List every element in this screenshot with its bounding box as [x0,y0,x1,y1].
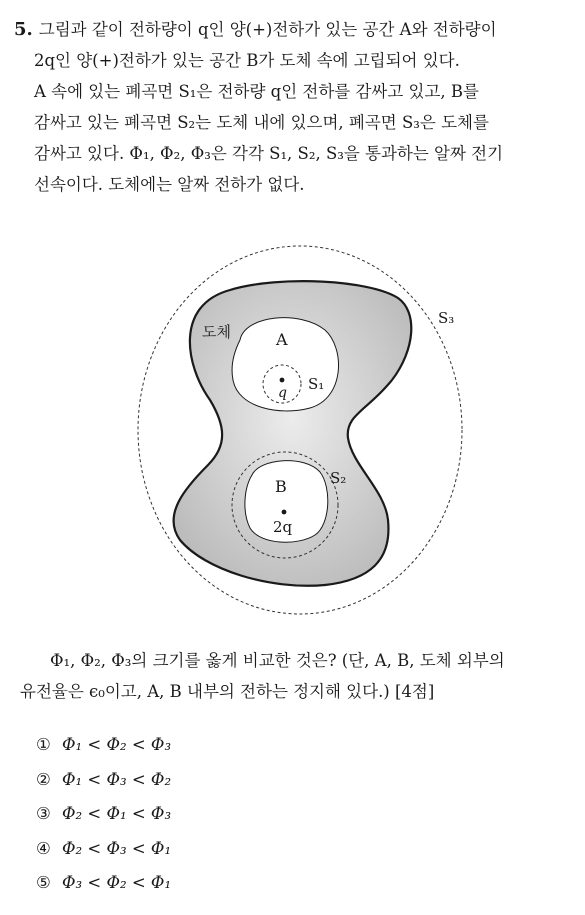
choice-2-mark: ② [36,769,51,789]
problem-line-6: 선속이다. 도체에는 알짜 전하가 없다. [34,175,305,194]
choice-3-mark: ③ [36,804,51,823]
choice-4-mark: ④ [36,838,51,858]
problem-line-1: 5. 그림과 같이 전하량이 q인 양(+)전하가 있는 공간 A와 전하량이 [14,19,497,40]
s2-label: S₂ [330,469,347,487]
choice-3[interactable] [36,797,171,832]
answer-choices [36,728,171,901]
conductor-figure [130,240,470,630]
choice-4[interactable] [36,832,171,867]
question-line-2: 유전율은 ϵ₀이고, A, B 내부의 전하는 정지해 있다.) [4점] [20,682,435,701]
question-statement [20,645,575,707]
s3-label: S₃ [438,309,455,327]
choice-2-text: Φ₁ < Φ₃ < Φ₂ [62,769,172,789]
charge-q-dot [280,378,285,383]
choice-5-text: Φ₃ < Φ₂ < Φ₁ [62,873,172,892]
choice-2[interactable] [36,763,171,798]
region-a-label: A [276,330,288,349]
problem-number: 5. [14,19,33,40]
conductor-diagram [130,240,470,630]
choice-5-mark: ⑤ [36,873,51,892]
problem-line-2: 2q인 양(+)전하가 있는 공간 B가 도체 속에 고립되어 있다. [34,51,460,70]
problem-line-4: 감싸고 있는 폐곡면 S₂는 도체 내에 있으며, 폐곡면 S₃은 도체를 [34,113,489,132]
charge-2q-dot [282,510,287,515]
s1-label: S₁ [308,375,325,393]
charge-2q-label: 2q [273,518,293,536]
choice-1-mark: ① [36,735,51,754]
problem-line-5: 감싸고 있다. Φ₁, Φ₂, Φ₃은 각각 S₁, S₂, S₃을 통과하는 알짜 전기 [34,144,504,163]
problem-line-3: A 속에 있는 폐곡면 S₁은 전하량 q인 전하를 감싸고 있고, B를 [34,82,479,101]
choice-5[interactable] [36,866,171,901]
question-line-1: Φ₁, Φ₂, Φ₃의 크기를 옳게 비교한 것은? (단, A, B, 도체 외부의 [50,651,505,670]
choice-1[interactable] [36,728,171,763]
choice-1-text: Φ₁ < Φ₂ < Φ₃ [62,735,172,754]
choice-4-text: Φ₂ < Φ₃ < Φ₁ [62,838,172,858]
choice-3-text: Φ₂ < Φ₁ < Φ₃ [62,804,172,823]
problem-statement [14,14,574,200]
conductor-label: 도체 [202,324,231,341]
charge-q-label: q [278,385,287,401]
region-b-label: B [275,477,287,496]
